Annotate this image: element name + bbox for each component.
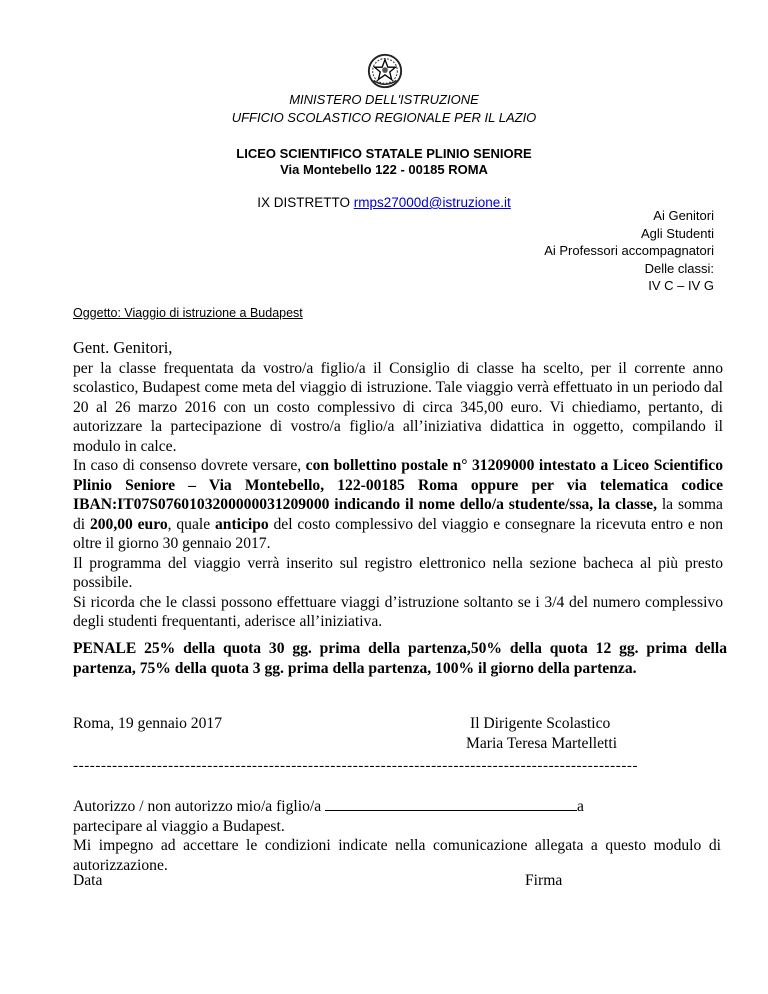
penalty-notice: PENALE 25% della quota 30 gg. prima della partenza,50% della quota 12 gg. prima della partenza, 75% della quota 3 gg. prima della partenza, 100% il giorno della partenza. (73, 640, 727, 677)
school-address: Via Montebello 122 - 00185 ROMA (280, 162, 488, 177)
paragraph-trip-info: per la classe frequentata da vostro/a figlio/a il Consiglio di classe ha scelto, per il corrente anno scolastico, Budapest come meta del viaggio di istruzione. Tale viaggio verrà effettuato in un periodo dal 20 al 26 marzo 2016 con un costo complessivo di circa 345,00 euro. Vi chiediamo, pertanto, di autorizzare la partecipazione di vostro/a figlio/a all’iniziativa didattica in oggetto, compilando il modulo in calce. (73, 359, 723, 455)
authorization-trip: partecipare al viaggio a Budapest. (73, 817, 285, 835)
paragraph-payment (73, 456, 723, 554)
authorization-form (73, 796, 721, 875)
recipient-line: Agli Studenti (641, 225, 714, 241)
salutation: Gent. Genitori, (73, 338, 173, 357)
recipient-line: Ai Professori accompagnatori (544, 243, 714, 258)
signatory-name: Maria Teresa Martelletti (466, 735, 618, 752)
payment-text: , quale (167, 515, 215, 533)
authorization-commitment: Mi impegno ad accettare le condizioni indicate nella comunicazione allegata a questo modulo di autorizzazione. (73, 837, 721, 874)
paragraph-reminder: Si ricorda che le classi possono effettuare viaggi d’istruzione soltanto se i 3/4 del numero complessivo degli studenti frequentanti, aderisce all’iniziativa. (73, 593, 723, 630)
payment-advance: anticipo (214, 515, 269, 533)
authorization-text: Autorizzo / non autorizzo mio/a figlio/a (73, 798, 326, 815)
cut-line: ----------------------------------------------------------------------------------------------------- (73, 758, 639, 774)
regional-office: UFFICIO SCOLASTICO REGIONALE PER IL LAZIO (231, 110, 537, 125)
school-name: LICEO SCIENTIFICO STATALE PLINIO SENIORE (236, 146, 532, 161)
payment-deadline: del costo complessivo del viaggio e consegnare la ricevuta entro e non oltre il giorno 30 gennaio 2017. (73, 515, 724, 552)
recipient-line: Ai Genitori (653, 208, 714, 223)
payment-intro: In caso di consenso dovrete versare, (73, 457, 306, 474)
recipient-line: Delle classi: (644, 260, 714, 276)
authorization-line (73, 796, 721, 817)
payment-details: con bollettino postale n° 31209000 intestato a Liceo Scientifico Plinio Seniore – Via Montebello, 122-00185 Roma oppure per via telematica codice IBAN:IT07S0760103200000031209000 indicando il nome dello/a studente/ssa, la classe, (73, 457, 723, 513)
recipient-line: IV C – IV G (648, 278, 714, 293)
payment-amount: 200,00 euro (89, 515, 168, 533)
subject-line: Oggetto: Viaggio di istruzione a Budapest (73, 306, 303, 320)
child-name-field[interactable] (325, 796, 577, 811)
payment-text: la somma di (73, 496, 723, 533)
email-link[interactable]: rmps27000d@istruzione.it (353, 195, 511, 210)
signature-label: Firma (525, 872, 563, 889)
authorization-text: a (577, 798, 584, 815)
italian-republic-emblem-icon (366, 52, 404, 90)
district-label: IX DISTRETTO (257, 195, 350, 210)
recipients-block (544, 207, 714, 295)
date-label: Data (73, 872, 103, 889)
ministry-name: MINISTERO DELL'ISTRUZIONE (289, 92, 479, 107)
place-date: Roma, 19 gennaio 2017 (73, 715, 222, 732)
paragraph-program: Il programma del viaggio verrà inserito sul registro elettronico nella sezione bacheca al più presto possibile. (73, 554, 723, 591)
signatory-role: Il Dirigente Scolastico (470, 715, 611, 732)
letter-body (73, 338, 723, 632)
